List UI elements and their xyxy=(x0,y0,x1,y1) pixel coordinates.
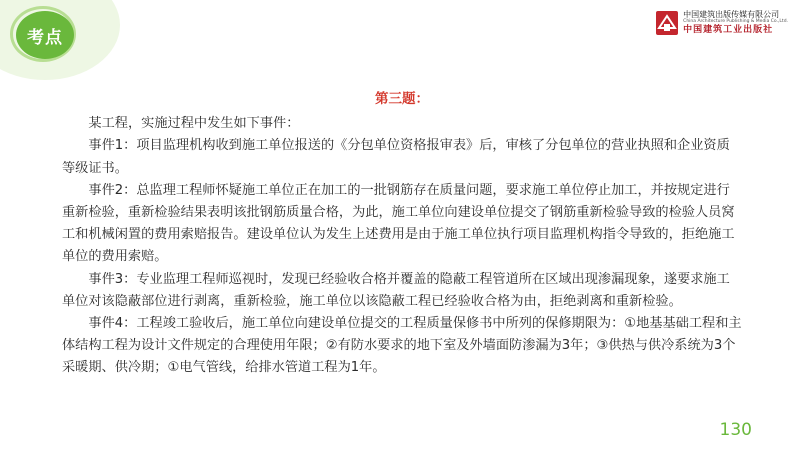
question-intro: 某工程，实施过程中发生如下事件： xyxy=(88,116,300,132)
topic-badge: 考点 xyxy=(16,11,74,59)
publisher-emblem-icon xyxy=(655,10,679,36)
question-content xyxy=(62,88,742,380)
publisher-name-cn-2: 中国建筑工业出版社 xyxy=(683,25,774,36)
publisher-logo xyxy=(655,10,788,36)
publisher-name-en: China Architecture Publishing & Media Co.,Ltd. xyxy=(683,18,788,24)
event-3-paragraph: 事件3：专业监理工程师巡视时，发现已经验收合格并覆盖的隐蔽工程管道所在区域出现渗漏现象，遂要求施工单位对该隐蔽部位进行剥离，重新检验，施工单位以该隐蔽工程已经验收合格为由，拒绝剥离和重新检验。 xyxy=(62,271,730,309)
event-4-paragraph: 事件4：工程竣工验收后，施工单位向建设单位提交的工程质量保修书中所列的保修期限为：①地基基础工程和主体结构工程为设计文件规定的合理使用年限；②有防水要求的地下室及外墙面防渗漏为3年；③供热与供冷系统为3个采暖期、供冷期；①电气管线，给排水管道工程为1年。 xyxy=(62,316,742,376)
question-title: 第三题： xyxy=(375,91,429,107)
event-1-paragraph: 事件1：项目监理机构收到施工单位报送的《分包单位资格报审表》后，审核了分包单位的营业执照和企业资质等级证书。 xyxy=(62,138,730,176)
publisher-name-cn: 中国建筑出版传媒有限公司 xyxy=(683,9,780,19)
topic-badge-area xyxy=(0,0,120,80)
page-number: 130 xyxy=(719,420,752,440)
event-2-paragraph: 事件2：总监理工程师怀疑施工单位正在加工的一批钢筋存在质量问题，要求施工单位停止加工，并按规定进行重新检验，重新检验结果表明该批钢筋质量合格，为此，施工单位向建设单位提交了钢筋重新检验导致的检验人员窝工和机械闲置的费用索赔报告。建设单位认为发生上述费用是由于施工单位执行项目监理机构指令导致的，拒绝施工单位的费用索赔。 xyxy=(62,182,735,265)
